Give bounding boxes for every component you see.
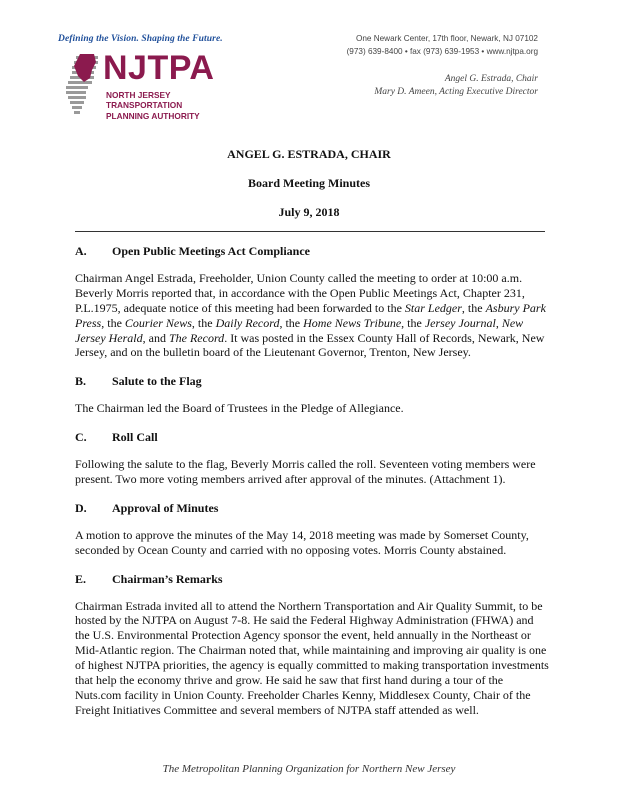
- section-title: Approval of Minutes: [112, 500, 219, 515]
- address-line: One Newark Center, 17th floor, Newark, NJ 07102: [355, 34, 538, 43]
- text-run: ,: [495, 315, 502, 330]
- nj-map-logo-icon: [60, 48, 104, 120]
- logo-subtitle-line: TRANSPORTATION: [106, 100, 183, 111]
- section-c-heading: [75, 430, 550, 445]
- section-b-heading: [75, 374, 550, 389]
- newspaper-name: Asbury Park Press: [75, 300, 546, 330]
- section-a-text: [75, 271, 550, 360]
- newspaper-name: Daily Record: [215, 315, 280, 330]
- section-letter: D.: [75, 500, 87, 515]
- section-title: Roll Call: [112, 430, 158, 445]
- officers-block: [374, 73, 538, 99]
- logo-subtitle-line: PLANNING AUTHORITY: [106, 110, 200, 121]
- section-e-text: Chairman Estrada invited all to attend the Northern Transportation and Air Quality Summit, to be hosted by the NJTPA on August 7-8. He said the Federal Highway Administration (FHWA) and the U.S. Environmental Protection Agency sponsor the event, held annually in the Northeast or Mid-Atlantic region. The Chairman noted that, while maintaining and improving air quality is one of highest NJTPA priorities, the agency is equally committed to making transportation investments that help the economy thrive and grow. He said he saw that first hand during a tour of the Nuts.com facility in Union County. Freeholder Charles Kenny, Middlesex County, Chair of the Freight Initiatives Committee and several members of NJTPA staff attended as well.: [75, 598, 549, 717]
- address-block: [347, 32, 538, 58]
- logo-subtitle-line: NORTH JERSEY: [106, 90, 171, 100]
- section-c-text: Following the salute to the flag, Beverly Morris called the roll. Seventeen voting members were present. Two more voting members arrived after approval of the minutes. (Attachment 1).: [75, 457, 536, 486]
- section-letter: C.: [75, 430, 87, 445]
- chair-heading: ANGEL G. ESTRADA, CHAIR: [227, 147, 391, 161]
- meeting-date: July 9, 2018: [278, 205, 340, 219]
- newspaper-name: Jersey Journal: [424, 315, 496, 330]
- text-run: . It was posted in the Essex County Hall of Records, Newark, New Jersey, and on the bulletin board of the Lieutenant Governor, Trenton, New Jersey.: [75, 330, 545, 360]
- newspaper-name: Courier News: [124, 315, 192, 330]
- chair-name: Angel G. Estrada, Chair: [444, 74, 538, 84]
- section-letter: B.: [75, 374, 87, 389]
- logo-subtitle: [106, 90, 200, 121]
- section-title: Chairman’s Remarks: [112, 571, 223, 586]
- footer-tagline: The Metropolitan Planning Organization for Northern New Jersey: [162, 763, 456, 775]
- text-run: , the: [461, 300, 486, 315]
- section-letter: E.: [75, 571, 87, 586]
- text-run: , and: [142, 330, 169, 345]
- newspaper-name: The Record: [168, 330, 225, 345]
- logo-wordmark: NJTPA: [103, 49, 215, 87]
- section-d-heading: [75, 501, 550, 516]
- newspaper-name: Star Ledger: [404, 300, 462, 315]
- document-title: Board Meeting Minutes: [248, 176, 370, 190]
- text-run: Chairman Angel Estrada, Freeholder, Union County called the meeting to order at 10:00 a.m. Beverly Morris reported that, in accordance with the Open Public Meetings Act, Chapter 231, P.L.1975, adequate notice of this meeting had been forwarded to the: [75, 270, 525, 315]
- newspaper-name: New Jersey Herald: [75, 315, 524, 345]
- section-title: Salute to the Flag: [112, 374, 202, 389]
- section-b-text: The Chairman led the Board of Trustees in the Pledge of Allegiance.: [75, 401, 404, 416]
- title-divider: [75, 231, 545, 232]
- contact-line: (973) 639-8400 • fax (973) 639-1953 • www.njtpa.org: [346, 47, 538, 56]
- tagline: Defining the Vision. Shaping the Future.: [58, 34, 223, 44]
- text-run: , the: [101, 315, 125, 330]
- text-run: , the: [191, 315, 216, 330]
- section-e-heading: [75, 572, 550, 587]
- section-d-text: A motion to approve the minutes of the May 14, 2018 meeting was made by Somerset County, seconded by Ocean County and carried with no opposing votes. Morris County abstained.: [75, 527, 529, 557]
- text-run: , the: [279, 315, 304, 330]
- section-a-heading: [75, 244, 550, 259]
- section-title: Open Public Meetings Act Compliance: [112, 244, 310, 258]
- text-run: , the: [401, 315, 425, 330]
- minutes-body: [75, 244, 550, 732]
- director-name: Mary D. Ameen, Acting Executive Director: [374, 87, 538, 97]
- newspaper-name: Home News Tribune: [303, 315, 402, 330]
- section-letter: A.: [75, 244, 87, 258]
